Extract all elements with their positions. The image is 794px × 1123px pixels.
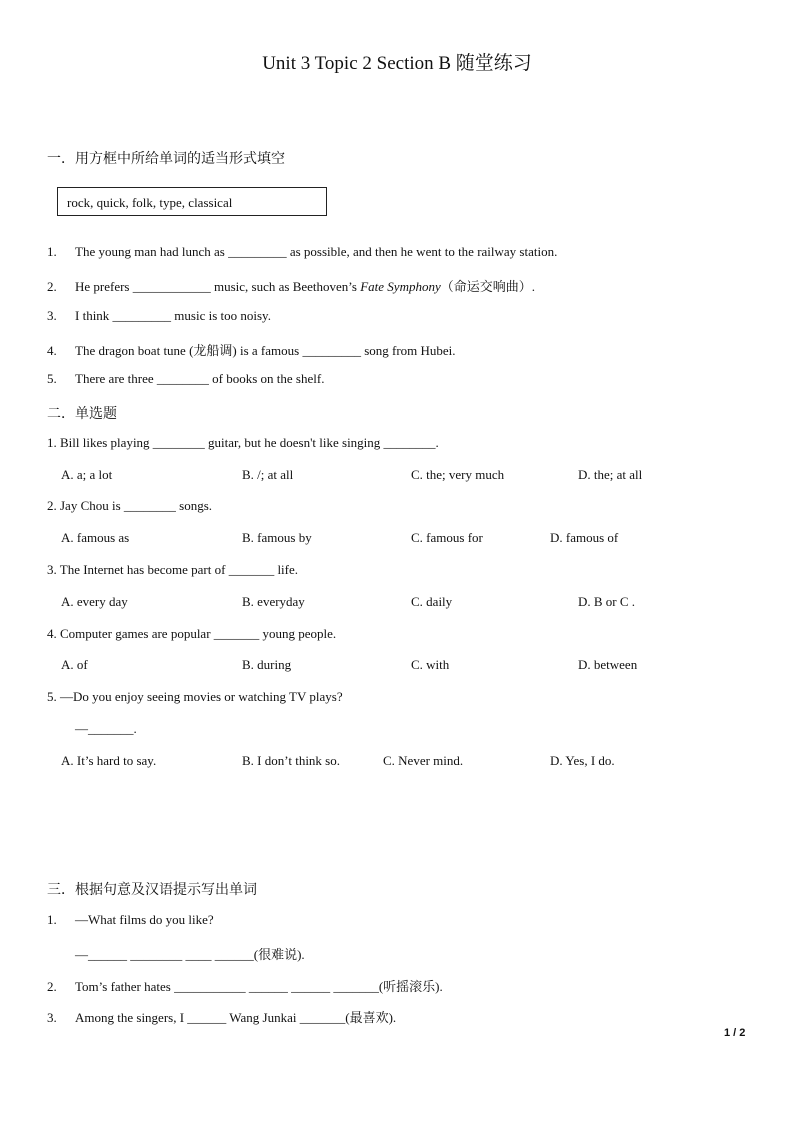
item-text: The young man had lunch as _________ as possible, and then he went to the railway station. (75, 244, 558, 259)
q1-option-b: B. /; at all (242, 467, 294, 482)
q5-answer-line: —_______. (75, 721, 137, 736)
s3-item-1 (47, 912, 214, 928)
q3-option-b: B. everyday (242, 594, 305, 609)
section1-heading: 一．用方框中所给单词的适当形式填空 (47, 151, 285, 167)
s1-item-5 (47, 371, 324, 387)
q1-option-a: A. a; a lot (61, 467, 113, 482)
q1-stem: 1. Bill likes playing ________ guitar, but he doesn't like singing ________. (47, 435, 439, 450)
q3-option-a: A. every day (61, 594, 128, 609)
item-text-tail: （命运交响曲）. (440, 279, 536, 294)
q2-option-b: B. famous by (242, 530, 312, 545)
item-text: Tom’s father hates ___________ ______ ______ _______(听摇滚乐). (75, 979, 443, 994)
item-text: I think _________ music is too noisy. (75, 308, 271, 323)
q2-stem: 2. Jay Chou is ________ songs. (47, 498, 213, 513)
item-number: 5. (47, 371, 57, 386)
item-number: 2. (47, 279, 57, 294)
section2-heading: 二．单选题 (47, 406, 117, 422)
q4-option-d: D. between (578, 657, 638, 672)
q3-stem: 3. The Internet has become part of _______ life. (47, 562, 299, 577)
word-box: rock, quick, folk, type, classical (57, 187, 327, 216)
q3-option-c: C. daily (411, 594, 453, 609)
item-italic-title: Fate Symphony (360, 279, 441, 294)
s1-item-1 (47, 244, 557, 260)
item-text: Among the singers, I ______ Wang Junkai _______(最喜欢). (75, 1010, 397, 1025)
s3-item-2 (47, 976, 443, 995)
page-title: Unit 3 Topic 2 Section B 随堂练习 (262, 53, 532, 74)
item-number: 1. (47, 912, 57, 927)
s1-item-3 (47, 308, 271, 324)
s1-item-2 (47, 276, 535, 295)
item-number: 3. (47, 1010, 57, 1025)
s1-item-4 (47, 340, 456, 359)
q1-option-d: D. the; at all (578, 467, 643, 482)
item-number: 3. (47, 308, 57, 323)
q3-option-d: D. B or C . (578, 594, 636, 609)
q4-option-c: C. with (411, 657, 450, 672)
item-text: The dragon boat tune (龙船调) is a famous _________ song from Hubei. (75, 343, 456, 358)
item-number: 2. (47, 979, 57, 994)
q5-option-c: C. Never mind. (383, 753, 464, 768)
s3-item-1-answer: —______ ________ ____ ______(很难说). (75, 947, 305, 962)
item-number: 1. (47, 244, 57, 259)
q2-option-a: A. famous as (61, 530, 130, 545)
q2-option-c: C. famous for (411, 530, 483, 545)
item-text: There are three ________ of books on the shelf. (75, 371, 325, 386)
s3-item-3 (47, 1007, 396, 1026)
q4-option-b: B. during (242, 657, 292, 672)
q4-stem: 4. Computer games are popular _______ young people. (47, 626, 337, 641)
item-number: 4. (47, 343, 57, 358)
q2-option-d: D. famous of (550, 530, 619, 545)
section3-heading: 三．根据句意及汉语提示写出单词 (47, 882, 257, 898)
q1-option-c: C. the; very much (411, 467, 505, 482)
q5-option-d: D. Yes, I do. (550, 753, 615, 768)
page-number: 1 / 2 (724, 1027, 746, 1039)
q5-option-b: B. I don’t think so. (242, 753, 340, 768)
item-text: —What films do you like? (75, 912, 214, 927)
item-text: He prefers ____________ music, such as Beethoven’s (75, 279, 361, 294)
q4-option-a: A. of (61, 657, 88, 672)
q5-option-a: A. It’s hard to say. (61, 753, 157, 768)
q5-stem: 5. —Do you enjoy seeing movies or watching TV plays? (47, 689, 343, 704)
